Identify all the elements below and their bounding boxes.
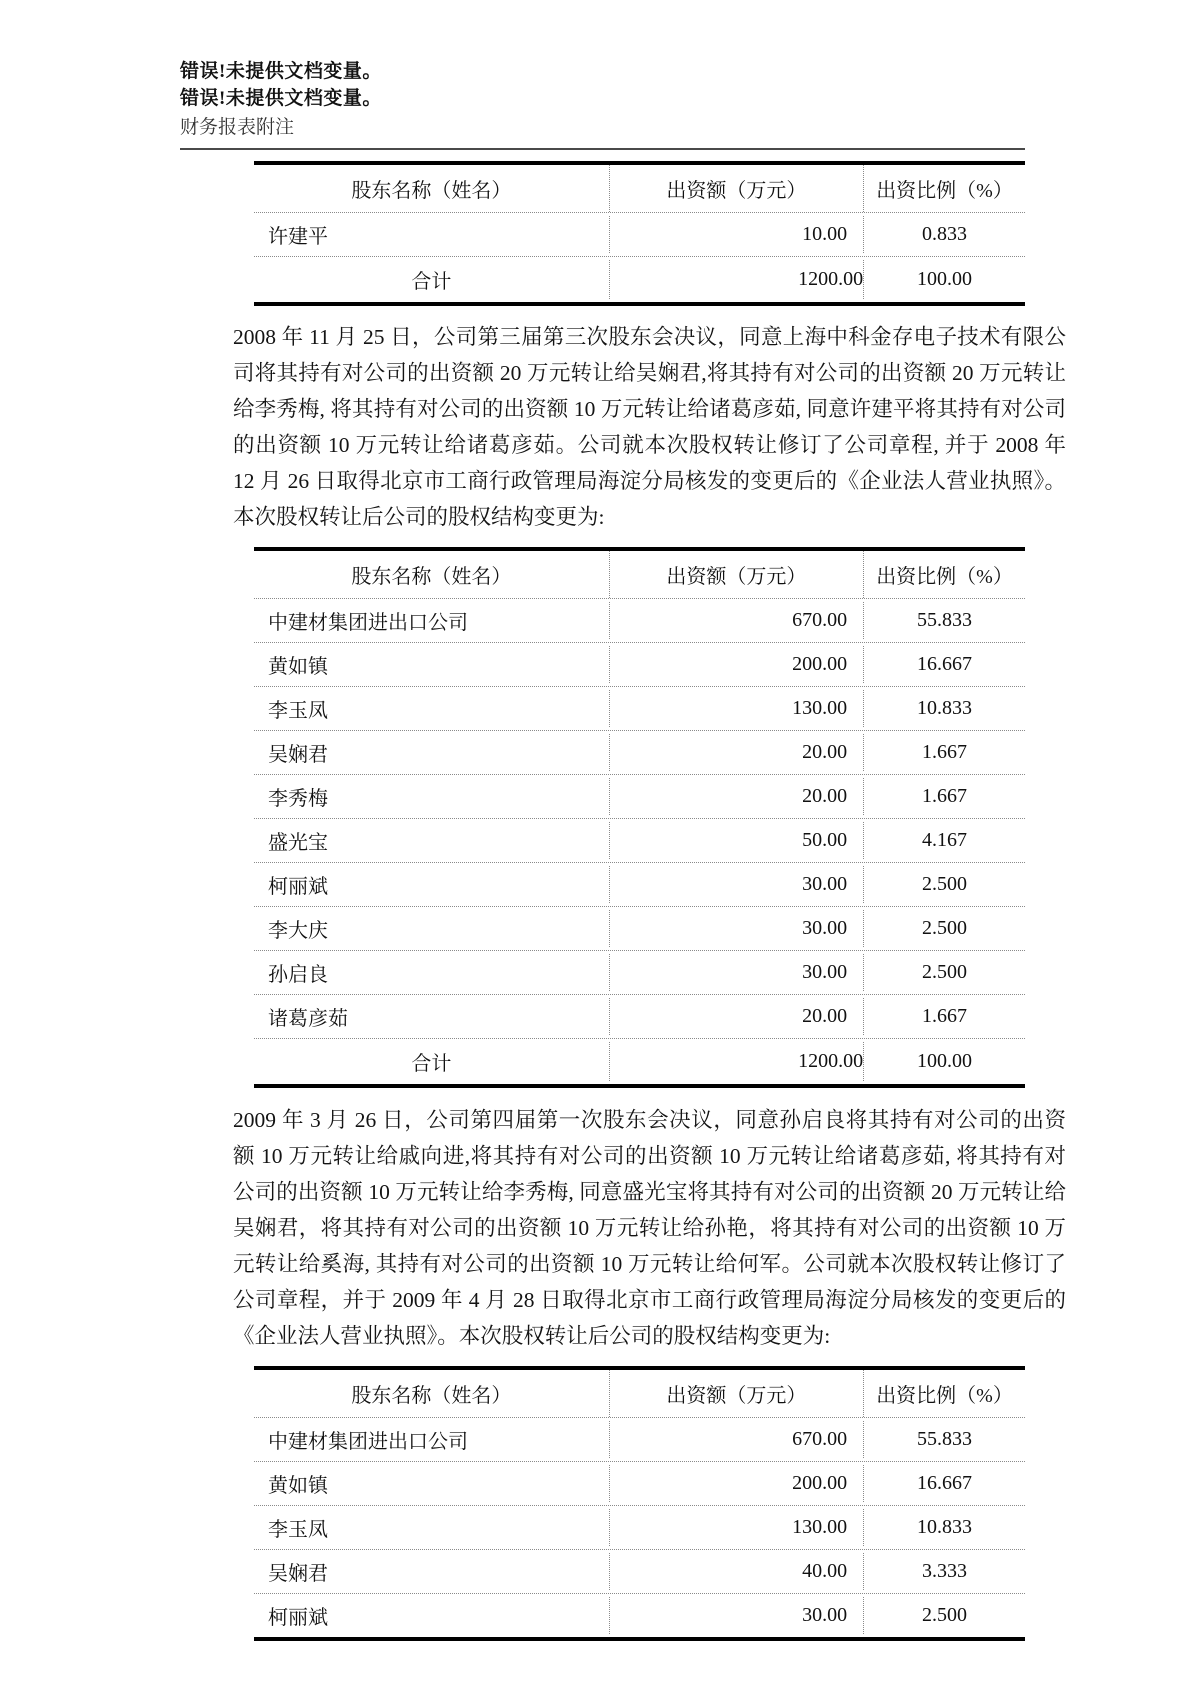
shareholder-name-cell: 孙启良 <box>268 964 328 986</box>
ratio-cell: 16.667 <box>863 646 1025 683</box>
shareholder-name-cell: 盛光宝 <box>268 832 328 854</box>
ratio-cell: 2.500 <box>863 910 1025 947</box>
shareholder-name-cell: 柯丽斌 <box>268 876 328 898</box>
amount-cell: 20.00 <box>609 998 863 1035</box>
shareholder-name-cell: 李玉凤 <box>268 1519 328 1541</box>
table-row <box>254 598 1025 642</box>
table-body <box>254 212 1025 256</box>
total-ratio-cell: 100.00 <box>863 1042 1025 1081</box>
ratio-cell: 2.500 <box>863 954 1025 991</box>
table-body <box>254 598 1025 1038</box>
amount-cell: 40.00 <box>609 1553 863 1590</box>
total-ratio-cell: 100.00 <box>863 260 1025 299</box>
shareholder-name-cell: 柯丽斌 <box>268 1607 328 1629</box>
table-row <box>254 906 1025 950</box>
table-row <box>254 730 1025 774</box>
amount-cell: 200.00 <box>609 646 863 683</box>
equity-table-2008-before <box>254 161 1025 306</box>
table-total-row <box>254 1038 1025 1084</box>
amount-cell: 670.00 <box>609 1421 863 1458</box>
table-row <box>254 818 1025 862</box>
table-header-row <box>254 165 1025 212</box>
amount-cell: 30.00 <box>609 866 863 903</box>
page-header <box>180 58 1065 150</box>
column-header-amount: 出资额（万元） <box>609 1370 863 1417</box>
total-label-cell: 合计 <box>411 271 452 293</box>
ratio-cell: 1.667 <box>863 998 1025 1035</box>
column-header-shareholder: 股东名称（姓名） <box>351 180 512 202</box>
ratio-cell: 2.500 <box>863 1597 1025 1634</box>
ratio-cell: 0.833 <box>863 216 1025 253</box>
equity-table-2009-after <box>254 1366 1025 1641</box>
amount-cell: 20.00 <box>609 778 863 815</box>
amount-cell: 130.00 <box>609 1509 863 1546</box>
table-row <box>254 1593 1025 1637</box>
shareholder-name-cell: 李大庆 <box>268 920 328 942</box>
ratio-cell: 55.833 <box>863 602 1025 639</box>
table-row <box>254 774 1025 818</box>
table-row <box>254 212 1025 256</box>
shareholder-name-cell: 中建材集团进出口公司 <box>268 1431 468 1453</box>
table-header-row <box>254 551 1025 598</box>
shareholder-name-cell: 吴娴君 <box>268 744 328 766</box>
shareholder-name-cell: 吴娴君 <box>268 1563 328 1585</box>
paragraph-2009-transfer: 2009 年 3 月 26 日，公司第四届第一次股东会决议，同意孙启良将其持有对公司的出资额 10 万元转让给戚向进,将其持有对公司的出资额 10 万元转让给诸葛彦茹, 将其持有对公司的出资额 10 万元转让给李秀梅, 同意盛光宝将其持有对公司的出资额 20 万元转让给吴娴君，将其持有对公司的出资额 10 万元转让给孙艳，将其持有对公司的出资额 10 万元转让给奚海, 其持有对公司的出资额 10 万元转让给何军。公司就本次股权转让修订了公司章程，并于 2009 年 4 月 28 日取得北京市工商行政管理局海淀分局核发的变更后的《企业法人营业执照》。本次股权转让后公司的股权结构变更为: <box>233 1108 1066 1348</box>
total-amount-cell: 1200.00 <box>609 1042 863 1081</box>
table-header-row <box>254 1370 1025 1417</box>
ratio-cell: 55.833 <box>863 1421 1025 1458</box>
table-row <box>254 862 1025 906</box>
column-header-ratio: 出资比例（%） <box>863 1370 1025 1417</box>
shareholder-name-cell: 中建材集团进出口公司 <box>268 612 468 634</box>
column-header-shareholder: 股东名称（姓名） <box>351 1385 512 1407</box>
ratio-cell: 1.667 <box>863 778 1025 815</box>
table-row <box>254 686 1025 730</box>
column-header-ratio: 出资比例（%） <box>863 551 1025 598</box>
ratio-cell: 3.333 <box>863 1553 1025 1590</box>
header-error-line-1: 错误!未提供文档变量。 <box>180 61 382 82</box>
shareholder-name-cell: 黄如镇 <box>268 656 328 678</box>
column-header-shareholder: 股东名称（姓名） <box>351 566 512 588</box>
column-header-amount: 出资额（万元） <box>609 165 863 212</box>
ratio-cell: 4.167 <box>863 822 1025 859</box>
table-total-row <box>254 256 1025 302</box>
amount-cell: 670.00 <box>609 602 863 639</box>
column-header-amount: 出资额（万元） <box>609 551 863 598</box>
header-error-line-2: 错误!未提供文档变量。 <box>180 88 382 109</box>
shareholder-name-cell: 李秀梅 <box>268 788 328 810</box>
table-row <box>254 994 1025 1038</box>
ratio-cell: 1.667 <box>863 734 1025 771</box>
header-rule <box>180 148 1025 150</box>
total-label-cell: 合计 <box>411 1053 452 1075</box>
table-row <box>254 1461 1025 1505</box>
shareholder-name-cell: 黄如镇 <box>268 1475 328 1497</box>
shareholder-name-cell: 许建平 <box>268 226 328 248</box>
table-row <box>254 950 1025 994</box>
table-row <box>254 1417 1025 1461</box>
ratio-cell: 10.833 <box>863 1509 1025 1546</box>
shareholder-name-cell: 李玉凤 <box>268 700 328 722</box>
column-header-ratio: 出资比例（%） <box>863 165 1025 212</box>
table-row <box>254 1505 1025 1549</box>
amount-cell: 20.00 <box>609 734 863 771</box>
shareholder-name-cell: 诸葛彦茹 <box>268 1008 348 1030</box>
ratio-cell: 2.500 <box>863 866 1025 903</box>
amount-cell: 30.00 <box>609 954 863 991</box>
total-amount-cell: 1200.00 <box>609 260 863 299</box>
amount-cell: 30.00 <box>609 1597 863 1634</box>
paragraph-2008-transfer: 2008 年 11 月 25 日，公司第三届第三次股东会决议，同意上海中科金存电子技术有限公司将其持有对公司的出资额 20 万元转让给吴娴君,将其持有对公司的出资额 20 万元转让给李秀梅, 将其持有对公司的出资额 10 万元转让给诸葛彦茹, 同意许建平将其持有对公司的出资额 10 万元转让给诸葛彦茹。公司就本次股权转让修订了公司章程, 并于 2008 年 12 月 26 日取得北京市工商行政管理局海淀分局核发的变更后的《企业法人营业执照》。本次股权转让后公司的股权结构变更为: <box>233 325 1066 529</box>
ratio-cell: 16.667 <box>863 1465 1025 1502</box>
amount-cell: 130.00 <box>609 690 863 727</box>
amount-cell: 50.00 <box>609 822 863 859</box>
amount-cell: 200.00 <box>609 1465 863 1502</box>
amount-cell: 10.00 <box>609 216 863 253</box>
header-subtitle: 财务报表附注 <box>180 117 295 138</box>
equity-table-2008-after <box>254 547 1025 1088</box>
table-row <box>254 1549 1025 1593</box>
table-body <box>254 1417 1025 1637</box>
ratio-cell: 10.833 <box>863 690 1025 727</box>
amount-cell: 30.00 <box>609 910 863 947</box>
table-row <box>254 642 1025 686</box>
